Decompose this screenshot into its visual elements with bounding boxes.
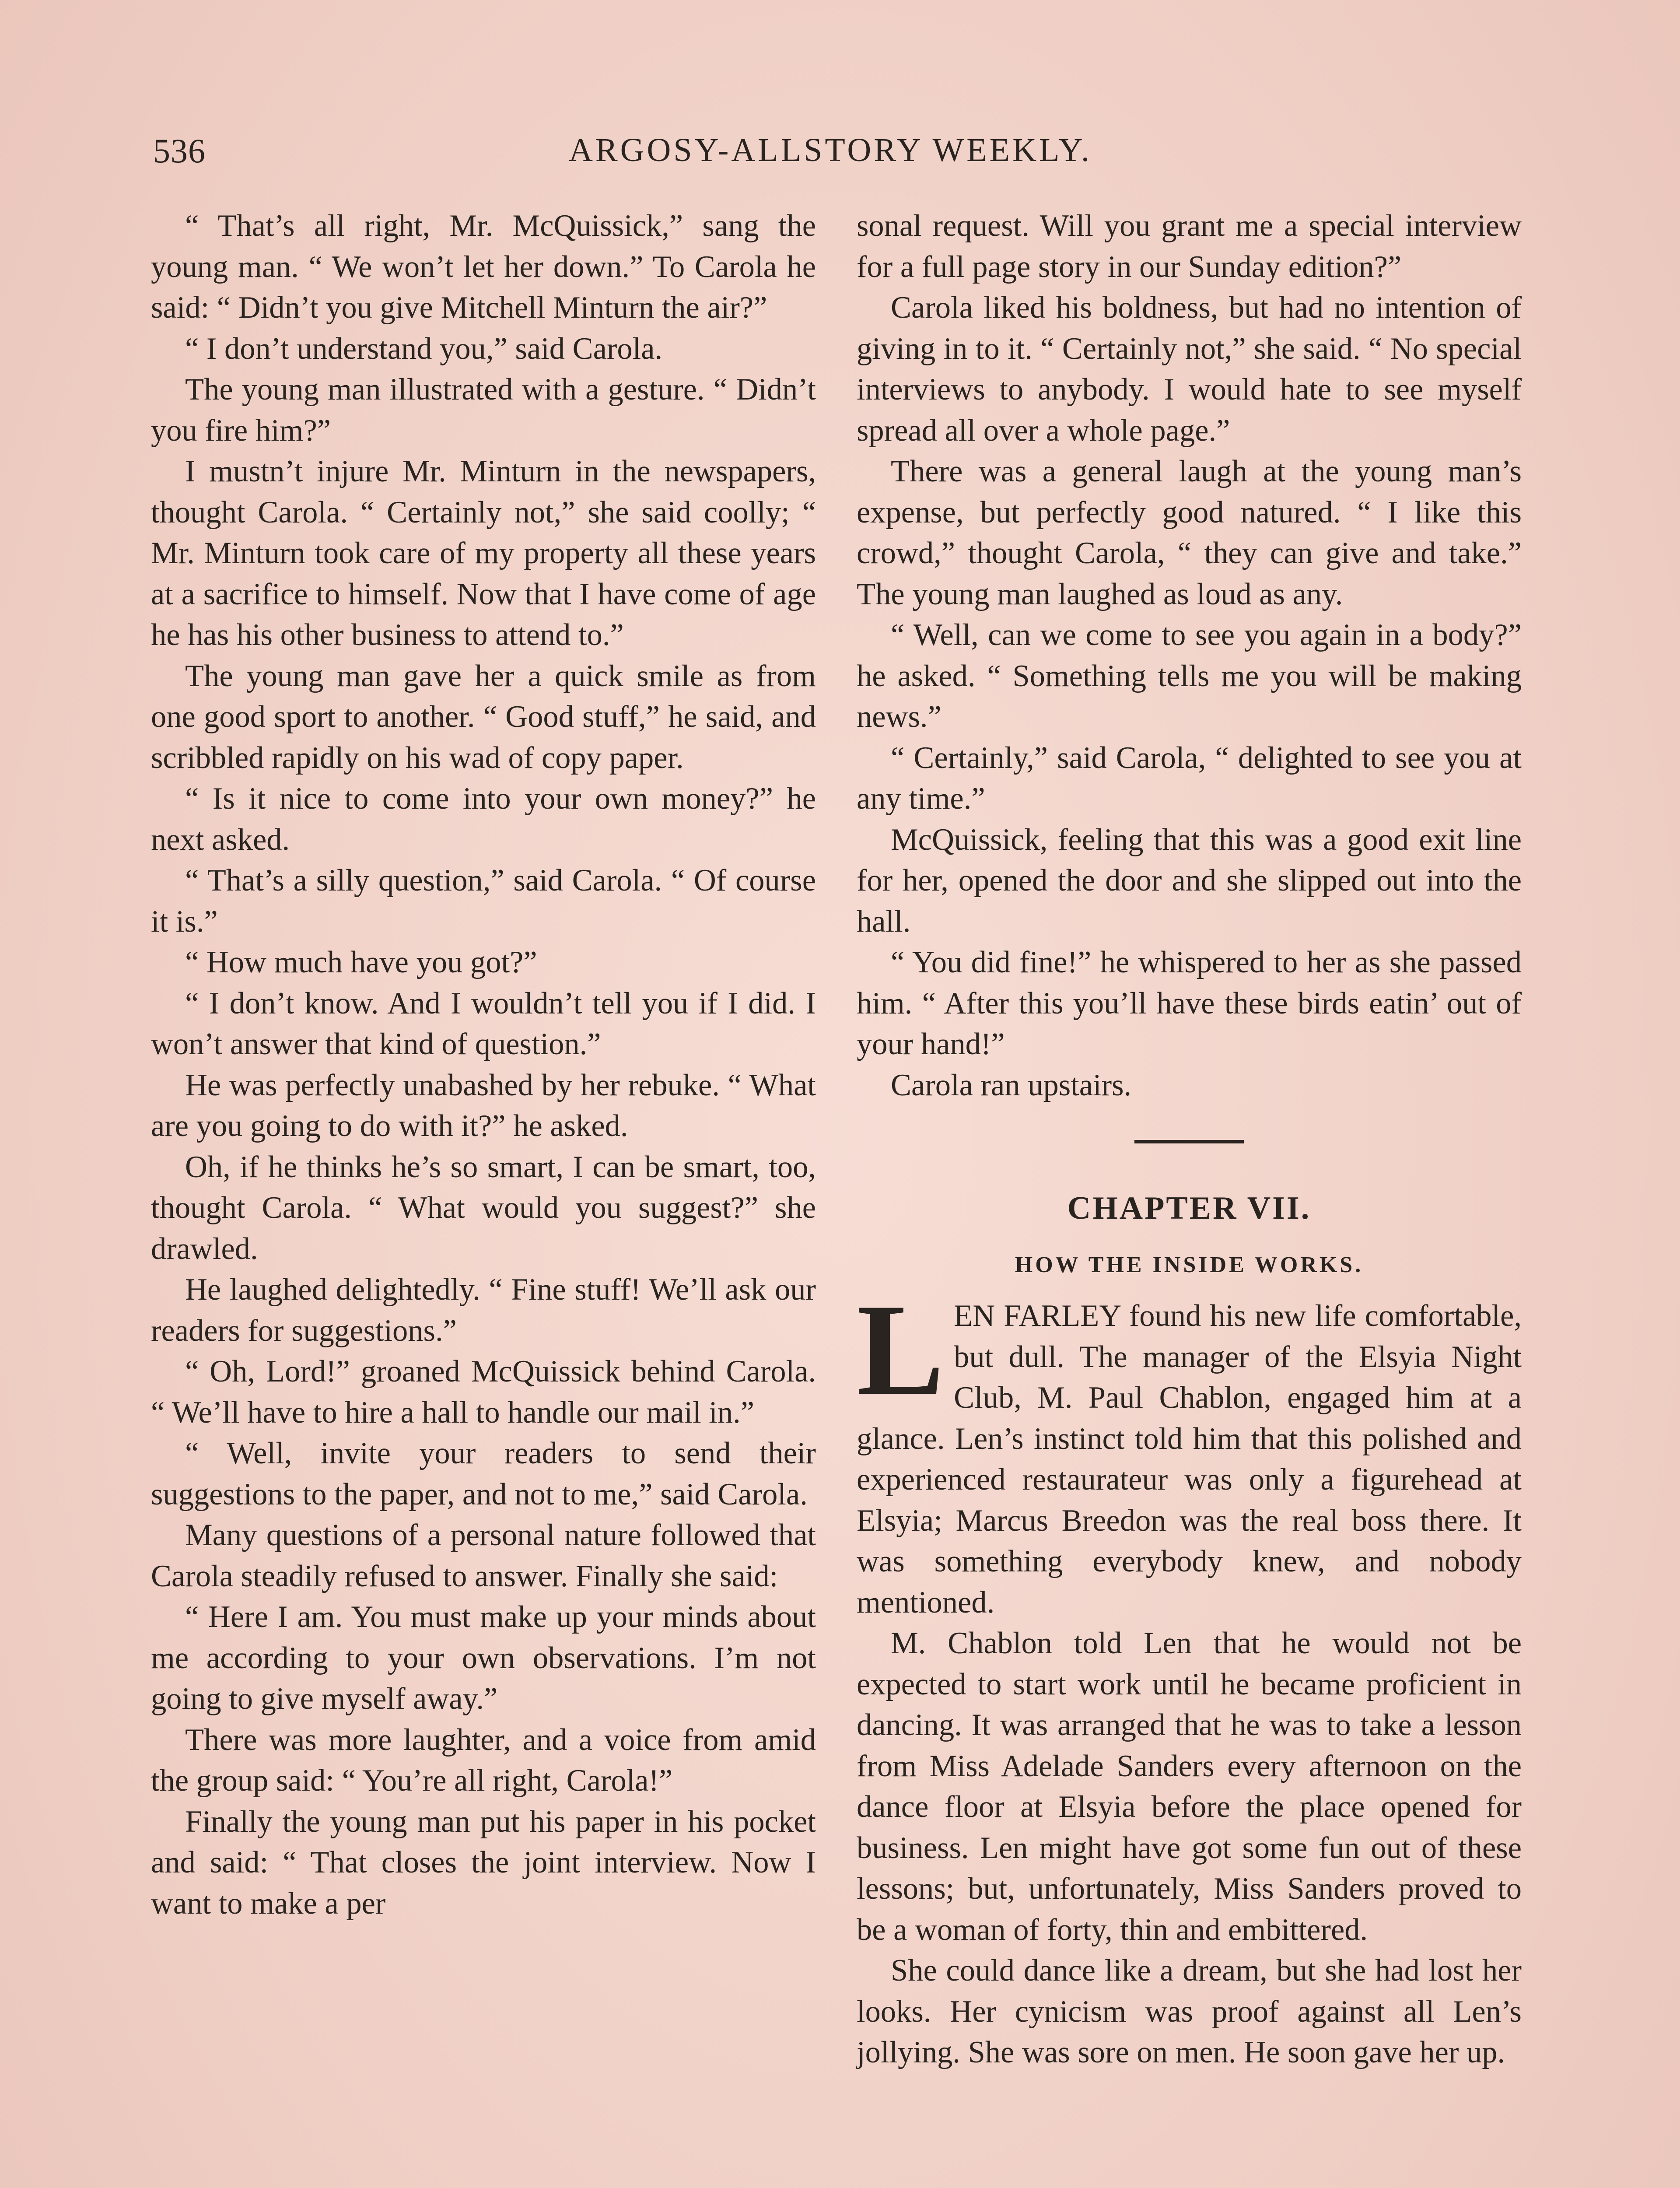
paragraph: There was more laughter, and a voice from amid the group said: “ You’re all right, Carola!” (151, 1722, 816, 1798)
page-number: 536 (153, 132, 206, 170)
paragraph: The young man illustrated with a gesture. “ Didn’t you fire him?” (151, 372, 816, 448)
paragraph: “ Well, invite your readers to send their suggestions to the paper, and not to me,” said Carola. (151, 1436, 816, 1511)
paragraph: “ I don’t understand you,” said Carola. (185, 331, 663, 366)
paragraph: “ I don’t know. And I wouldn’t tell you if I did. I won’t answer that kind of question.” (151, 986, 816, 1061)
paragraph: “ Is it nice to come into your own money?” he next asked. (151, 782, 816, 857)
paragraph: “ Oh, Lord!” groaned McQuissick behind Carola. “ We’ll have to hire a hall to handle our mail in.” (151, 1354, 816, 1430)
paragraph: Carola liked his boldness, but had no intention of giving in to it. “ Certainly not,” she said. “ No special interviews to anybody. I would hate to see myself spread all over a whole page.” (857, 291, 1522, 448)
paragraph: sonal request. Will you grant me a special interview for a full page story in our Sunday edition?” (857, 209, 1522, 284)
running-head: ARGOSY-ALLSTORY WEEKLY. (569, 132, 1092, 168)
chapter-subtitle: HOW THE INSIDE WORKS. (1015, 1252, 1364, 1277)
paragraph: The young man gave her a quick smile as from one good sport to another. “ Good stuff,” he said, and scribbled rapidly on his wad of copy paper. (151, 659, 816, 775)
paragraph: “ You did fine!” he whispered to her as she passed him. “ After this you’ll have these birds eatin’ out of your hand!” (857, 945, 1522, 1061)
paragraph: Oh, if he thinks he’s so smart, I can be smart, too, thought Carola. “ What would you suggest?” she drawled. (151, 1150, 816, 1266)
paragraph: Finally the young man put his paper in his pocket and said: “ That closes the joint interview. Now I want to make a per (151, 1804, 816, 1921)
left-column (151, 206, 816, 1924)
paragraph: Carola ran upstairs. (891, 1068, 1132, 1102)
opening-text: EN FARLEY found his new life comfortable, but dull. The manager of the Elsyia Night Club, M. Paul Chablon, engaged him at a glance. Len’s instinct told him that this polished and experienced restaurateur was only a figurehead at Elsyia; Marcus Breedon was the real boss there. It was something everybody knew, and nobody mentioned. (857, 1299, 1522, 1620)
paragraph: “ That’s a silly question,” said Carola. “ Of course it is.” (151, 863, 816, 939)
paragraph: “ Here I am. You must make up your minds about me according to your own observations. I’m not going to give myself away.” (151, 1600, 816, 1716)
paragraph: McQuissick, feeling that this was a good exit line for her, opened the door and she slipped out into the hall. (857, 822, 1522, 939)
paragraph: There was a general laugh at the young man’s expense, but perfectly good natured. “ I like this crowd,” thought Carola, “ they can give and take.” The young man laughed as loud as any. (857, 454, 1522, 611)
paragraph: She could dance like a dream, but she had lost her looks. Her cynicism was proof against all Len’s jollying. She was sore on men. He soon gave her up. (857, 1953, 1522, 2069)
paragraph: He was perfectly unabashed by her rebuke. “ What are you going to do with it?” he asked. (151, 1068, 816, 1143)
page-header (153, 131, 1124, 179)
paragraph: Many questions of a personal nature followed that Carola steadily refused to answer. Finally she said: (151, 1518, 816, 1593)
paragraph: “ Well, can we come to see you again in a body?” he asked. “ Something tells me you will be making news.” (857, 618, 1522, 734)
paragraph: I mustn’t injure Mr. Minturn in the newspapers, thought Carola. “ Certainly not,” she said coolly; “ Mr. Minturn took care of my property all these years at a sacrifice to himself. Now that I have come of age he has his other business to attend to.” (151, 454, 816, 652)
paragraph: M. Chablon told Len that he would not be expected to start work until he became proficient in dancing. It was arranged that he was to take a lesson from Miss Adelade Sanders every afternoon on the dance floor at Elsyia before the place opened for business. Len might have got some fun out of these lessons; but, unfortunately, Miss Sanders proved to be a woman of forty, thin and embittered. (857, 1626, 1522, 1947)
right-column (857, 206, 1522, 2073)
section-divider (1134, 1140, 1244, 1143)
paragraph: He laughed delightedly. “ Fine stuff! We’ll ask our readers for suggestions.” (151, 1273, 816, 1348)
drop-cap: L (857, 1277, 945, 1422)
chapter-opening-paragraph (857, 1277, 1522, 1623)
chapter-title: CHAPTER VII. (1067, 1190, 1311, 1226)
paragraph: “ That’s all right, Mr. McQuissick,” sang the young man. “ We won’t let her down.” To Carola he said: “ Didn’t you give Mitchell Minturn the air?” (151, 209, 816, 325)
paragraph: “ Certainly,” said Carola, “ delighted to see you at any time.” (857, 740, 1522, 816)
paragraph: “ How much have you got?” (185, 945, 537, 979)
